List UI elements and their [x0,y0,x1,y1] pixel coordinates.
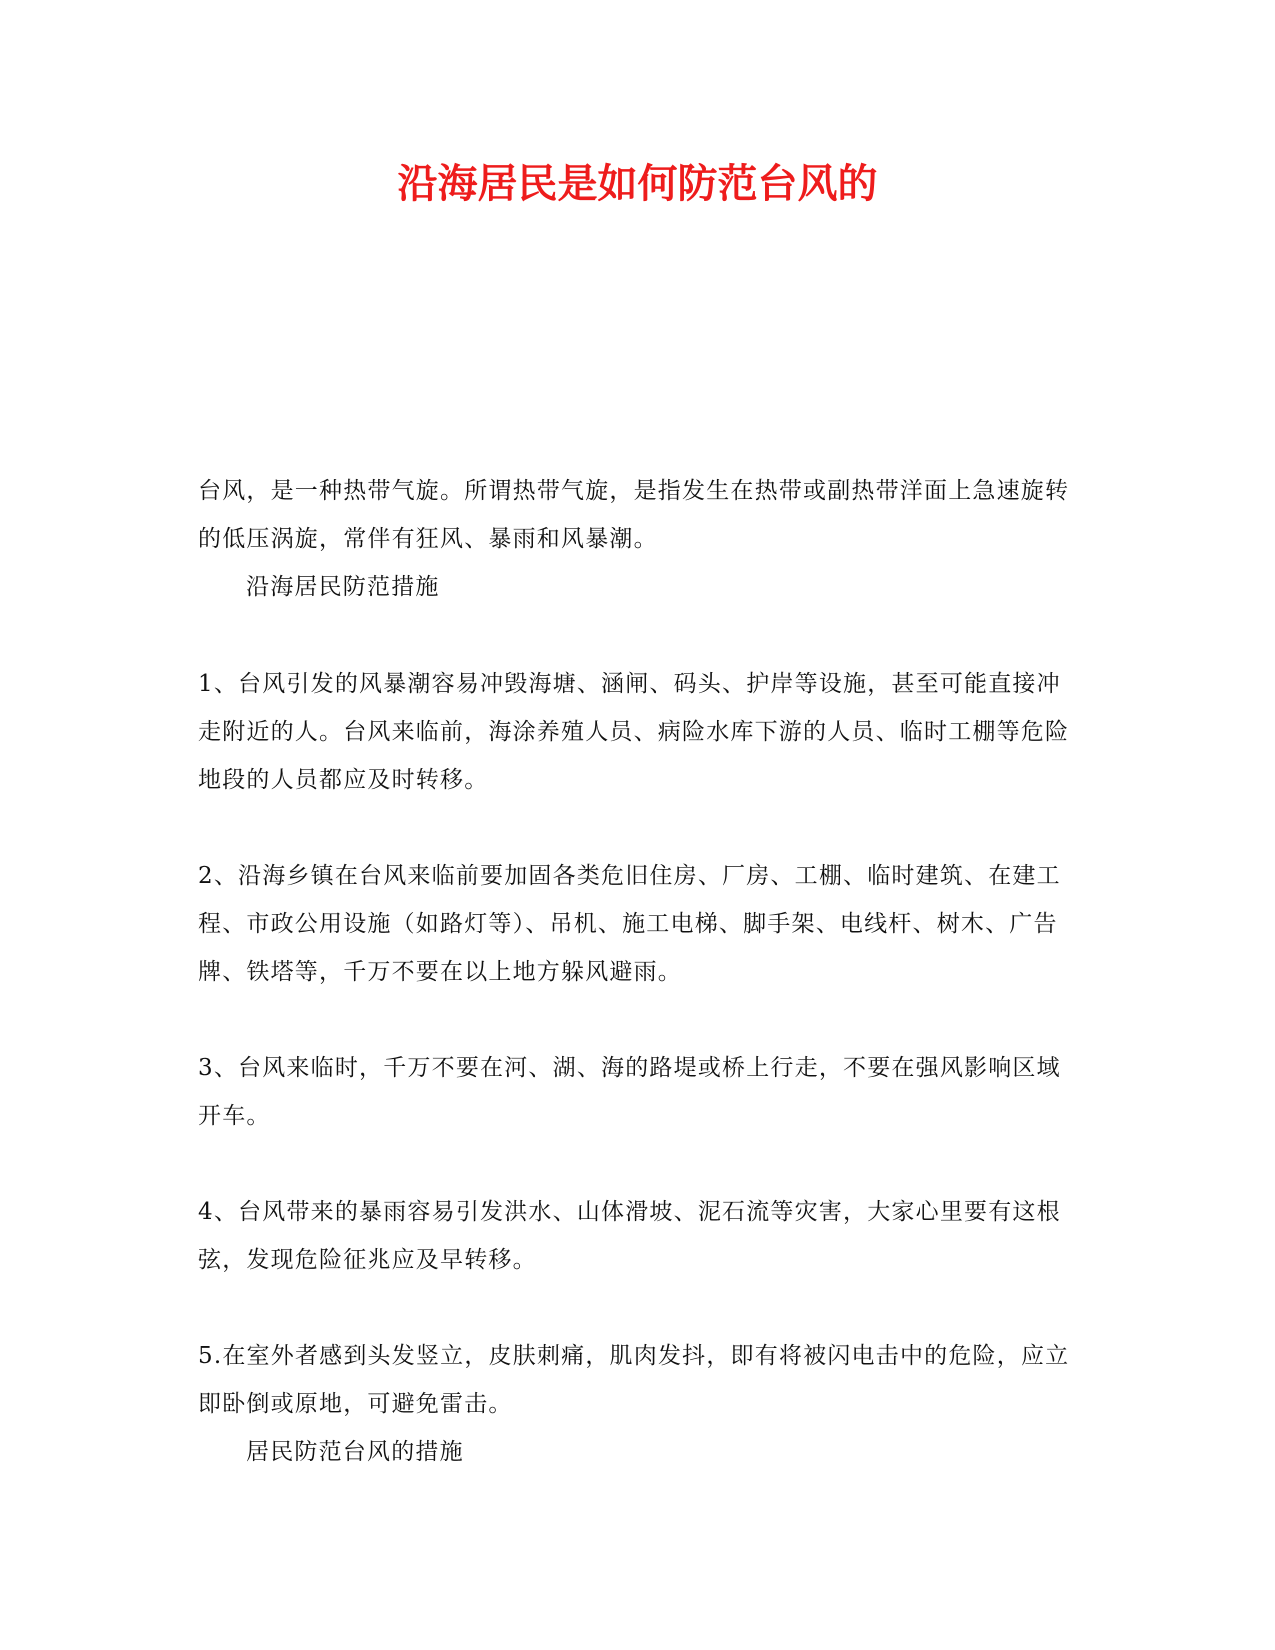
list-item-4: 4、台风带来的暴雨容易引发洪水、山体滑坡、泥石流等灾害，大家心里要有这根弦，发现危险征兆应及早转移。 [198,1199,1061,1273]
list-item-2: 2、沿海乡镇在台风来临前要加固各类危旧住房、厂房、工棚、临时建筑、在建工程、市政公用设施（如路灯等）、吊机、施工电梯、脚手架、电线杆、树木、广告牌、铁塔等，千万不要在以上地方躲风避雨。 [198,863,1061,985]
section-heading-resident-measures: 居民防范台风的措施 [246,1439,464,1465]
intro-paragraph: 台风，是一种热带气旋。所谓热带气旋，是指发生在热带或副热带洋面上急速旋转的低压涡旋，常伴有狂风、暴雨和风暴潮。 [198,478,1070,552]
list-item-5: 5.在室外者感到头发竖立，皮肤刺痛，肌肉发抖，即有将被闪电击中的危险，应立即卧倒或原地，可避免雷击。 [198,1343,1070,1417]
section-heading-coastal-measures: 沿海居民防范措施 [246,574,440,600]
list-item-1: 1、台风引发的风暴潮容易冲毁海塘、涵闸、码头、护岸等设施，甚至可能直接冲走附近的人。台风来临前，海涂养殖人员、病险水库下游的人员、临时工棚等危险地段的人员都应及时转移。 [198,671,1070,793]
list-item-3: 3、台风来临时，千万不要在河、湖、海的路堤或桥上行走，不要在强风影响区域开车。 [198,1055,1061,1129]
document-title: 沿海居民是如何防范台风的 [397,160,878,207]
